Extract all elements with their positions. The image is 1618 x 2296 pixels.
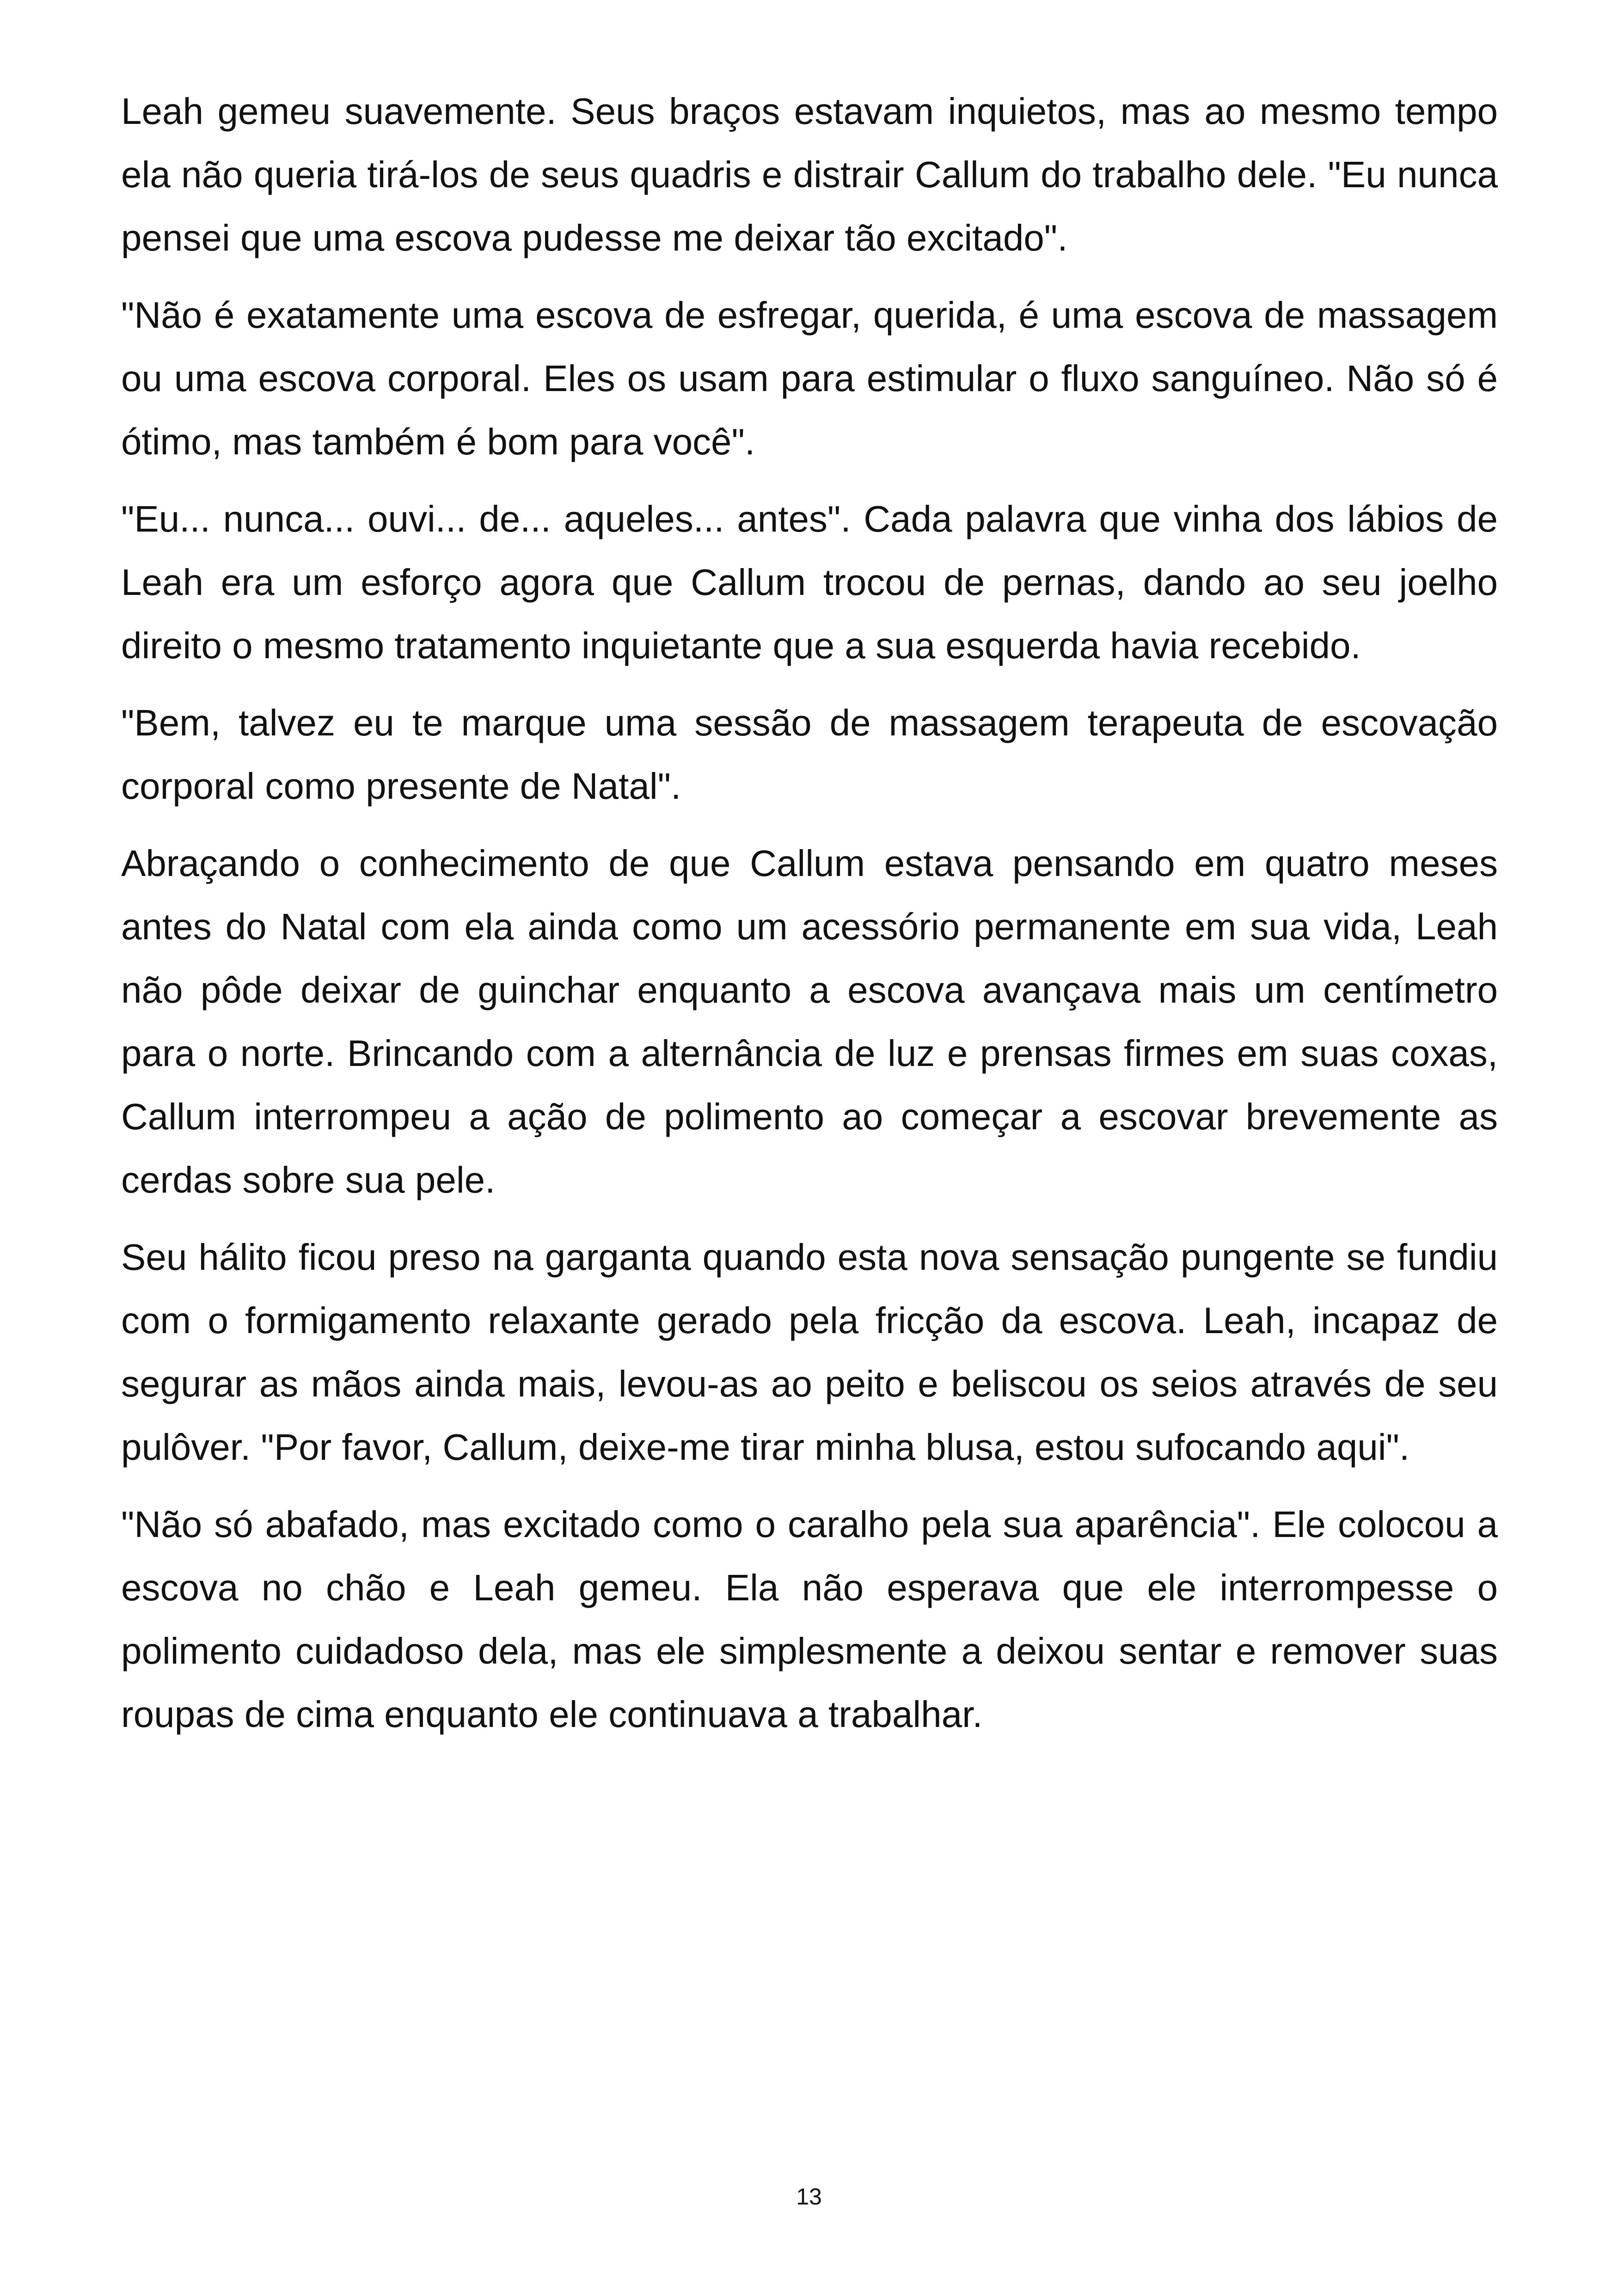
paragraph-3: "Eu... nunca... ouvi... de... aqueles... antes". Cada palavra que vinha dos lábios de Leah era um esforço agora que Callum trocou de pernas, dando ao seu joelho direito o mesmo tratamento inquietante que a sua esquerda havia recebido. — [121, 498, 1498, 666]
paragraph-1: Leah gemeu suavemente. Seus braços estavam inquietos, mas ao mesmo tempo ela não queria tirá-los de seus quadris e distrair Callum do trabalho dele. "Eu nunca pensei que uma escova pudesse me deixar tão excitado". — [121, 91, 1498, 258]
paragraph-6: Seu hálito ficou preso na garganta quando esta nova sensação pungente se fundiu com o formigamento relaxante gerado pela fricção da escova. Leah, incapaz de segurar as mãos ainda mais, levou-as ao peito e beliscou os seios através de seu pulôver. "Por favor, Callum, deixe-me tirar minha blusa, estou sufocando aqui". — [121, 1237, 1498, 1468]
paragraph-7: "Não só abafado, mas excitado como o caralho pela sua aparência". Ele colocou a escova no chão e Leah gemeu. Ela não esperava que ele interrompesse o polimento cuidadoso dela, mas ele simplesmente a deixou sentar e remover suas roupas de cima enquanto ele continuava a trabalhar. — [121, 1504, 1498, 1735]
paragraph-5: Abraçando o conhecimento de que Callum estava pensando em quatro meses antes do Natal com ela ainda como um acessório permanente em sua vida, Leah não pôde deixar de guinchar enquanto a escova avançava mais um centímetro para o norte. Brincando com a alternância de luz e prensas firmes em suas coxas, Callum interrompeu a ação de polimento ao começar a escovar brevemente as cerdas sobre sua pele. — [121, 843, 1498, 1200]
page-number: 13 — [796, 2184, 822, 2210]
paragraph-4: "Bem, talvez eu te marque uma sessão de massagem terapeuta de escovação corporal como presente de Natal". — [121, 702, 1498, 807]
page-body — [121, 80, 1498, 1760]
paragraph-2: "Não é exatamente uma escova de esfregar, querida, é uma escova de massagem ou uma escova corporal. Eles os usam para estimular o fluxo sanguíneo. Não só é ótimo, mas também é bom para você". — [121, 294, 1498, 462]
